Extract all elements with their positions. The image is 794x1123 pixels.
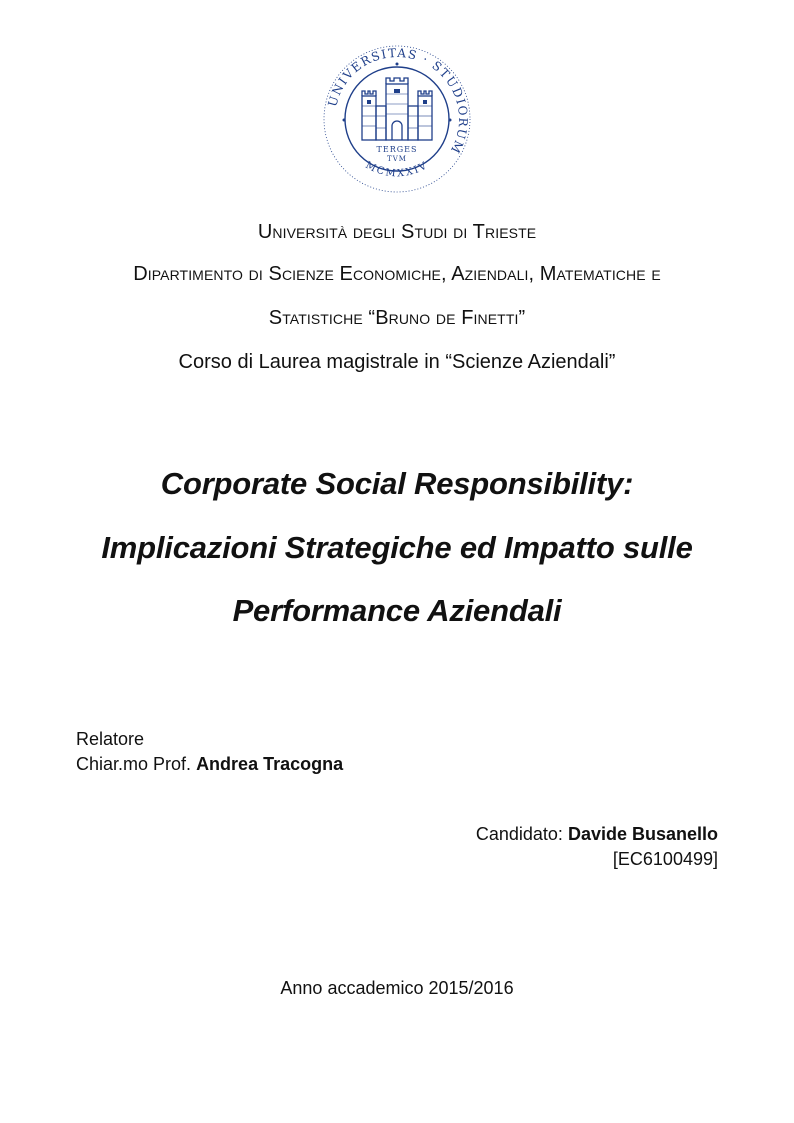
department-line-1: Dipartimento di Scienze Economiche, Aziendali, Matematiche e bbox=[133, 263, 661, 285]
candidate-label: Candidato: bbox=[475, 824, 563, 844]
seal-year-text: MCMXXIV bbox=[363, 159, 431, 180]
candidate-name: Davide Busanello bbox=[567, 824, 718, 844]
supervisor-name: Andrea Tracogna bbox=[196, 754, 344, 774]
university-name: Università degli Studi di Trieste bbox=[257, 221, 537, 243]
thesis-title-line-1: Corporate Social Responsibility: bbox=[160, 466, 634, 501]
candidate-id: [EC6100499] bbox=[612, 849, 718, 869]
university-seal-logo bbox=[322, 44, 472, 194]
supervisor-prefix: Chiar.mo Prof. bbox=[76, 754, 192, 774]
thesis-title-line-3: Performance Aziendali bbox=[232, 593, 562, 628]
seal-inner-text-2: TVM bbox=[387, 155, 407, 163]
seal-inner-text-1: TERGES bbox=[376, 145, 418, 154]
department-line-2: Statistiche “Bruno de Finetti” bbox=[268, 307, 526, 329]
thesis-title-line-2: Implicazioni Strategiche ed Impatto sulle bbox=[101, 530, 693, 565]
supervisor-role: Relatore bbox=[76, 729, 145, 749]
candidate-line bbox=[476, 824, 718, 845]
supervisor-line bbox=[76, 754, 343, 775]
seal-ring-text: UNIVERSITAS · STUDIORUM bbox=[325, 45, 471, 157]
academic-year: Anno accademico 2015/2016 bbox=[280, 978, 514, 998]
course-name: Corso di Laurea magistrale in “Scienze Aziendali” bbox=[178, 351, 616, 373]
